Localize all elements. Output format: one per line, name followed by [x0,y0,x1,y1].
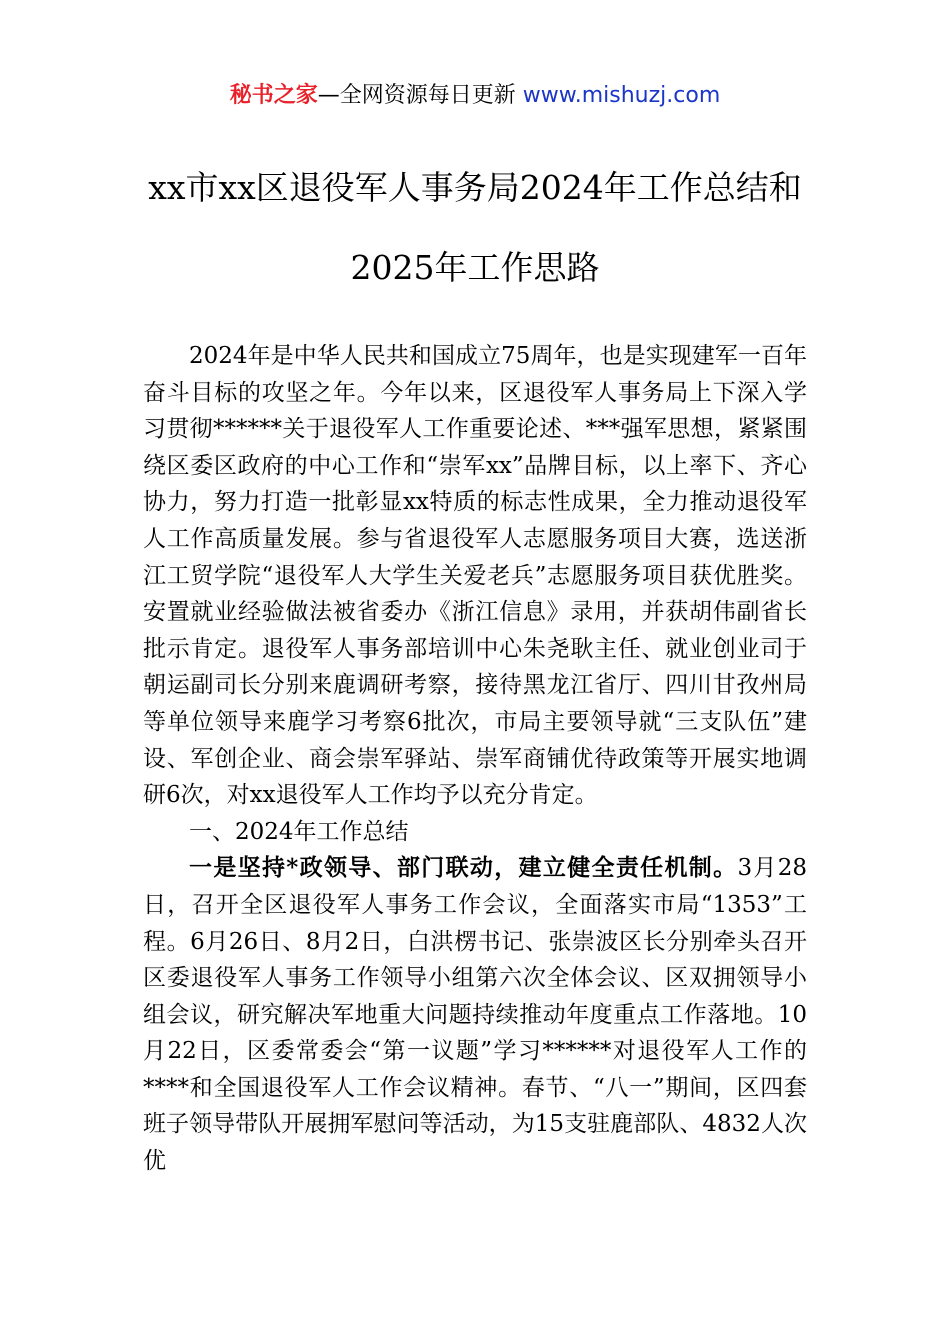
section-heading: 一、2024年工作总结 [189,818,409,845]
point1-text: 3月28日，召开全区退役军人事务工作会议，全面落实市局“1353”工程。6月26日、8月2日，白洪楞书记、张崇波区长分别牵头召开区委退役军人事务工作领导小组第六次全体会议、区双拥领导小组会议，研究解决军地重大问题持续推动年度重点工作落地。10月22日，区委常委会“第一议题”学习******对退役军人工作的****和全国退役军人工作会议精神。春节、“八一”期间，区四套班子领导带队开展拥军慰问等活动，为15支驻鹿部队、4832人次优 [143,855,807,1175]
point1-heading: 一是坚持*政领导、部门联动，建立健全责任机制。 [189,854,738,882]
header-slogan: —全网资源每日更新 [317,83,516,108]
brand-name: 秘书之家 [229,83,318,108]
document-body [143,338,807,1180]
site-header [0,80,950,112]
site-link[interactable]: www.mishuzj.com [515,83,721,108]
point1-paragraph [143,850,807,1179]
intro-paragraph: 2024年是中华人民共和国成立75周年，也是实现建军一百年奋斗目标的攻坚之年。今年以来，区退役军人事务局上下深入学习贯彻******关于退役军人工作重要论述、***强军思想，紧紧围绕区委区政府的中心工作和“崇军xx”品牌目标，以上率下、齐心协力，努力打造一批彰显xx特质的标志性成果，全力推动退役军人工作高质量发展。参与省退役军人志愿服务项目大赛，选送浙江工贸学院“退役军人大学生关爱老兵”志愿服务项目获优胜奖。安置就业经验做法被省委办《浙江信息》录用，并获胡伟副省长批示肯定。退役军人事务部培训中心朱尧耿主任、就业创业司于朝运副司长分别来鹿调研考察，接待黑龙江省厅、四川甘孜州局等单位领导来鹿学习考察6批次，市局主要领导就“三支队伍”建设、军创企业、商会崇军驿站、崇军商铺优待政策等开展实地调研6次，对xx退役军人工作均予以充分肯定。 [143,343,807,809]
document-title: xx市xx区退役军人事务局2024年工作总结和2025年工作思路 [148,168,802,287]
